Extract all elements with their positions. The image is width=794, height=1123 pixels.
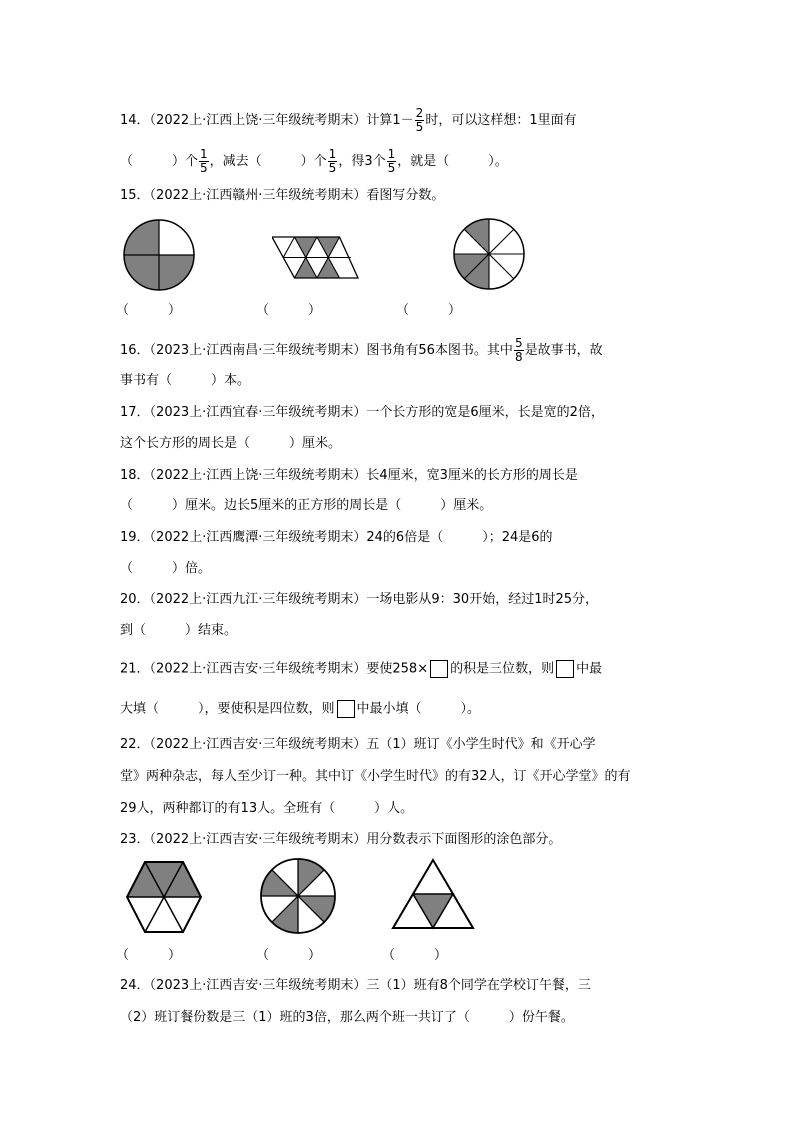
q14-fraction: $\frac{1}{5}$ [200,147,208,175]
q16-text-a: 16．（2023上·江西南昌·三年级统考期末）图书角有56本图书。其中 [120,343,513,358]
q22-line2: 堂》两种杂志，每人至少订一种。其中订《小学生时代》的有32人，订《开心学堂》的有 [120,769,631,784]
q21-text-c: 中最 [576,661,603,677]
q23-answer-blank-3[interactable]: （ ） [382,948,448,963]
q21-blank-box [430,660,448,678]
q15-shaded-triangle [295,258,318,279]
q14-line2 [120,148,508,175]
q15-circle-shaded-sector [464,219,489,254]
q23-question: 23．（2022上·江西吉安·三年级统考期末）用分数表示下面图形的涂色部分。 [120,832,562,847]
q19-line1: 19．（2022上·江西鹰潭·三年级统考期末）24的6倍是（ ）；24是6的 [120,530,553,545]
q14-text-a: 14．（2022上·江西上饶·三年级统考期末）计算1－ [120,113,414,128]
q15-shaded-triangle [317,258,340,279]
q21-blank-box [337,700,355,718]
q21-line2 [120,700,480,719]
q21-text-a: 21．（2022上·江西吉安·三年级统考期末）要使258× [120,661,429,677]
q15-answer-blank-1[interactable]: （ ） [116,303,182,318]
q23-hexagon-figure [125,857,203,937]
q22-line3: 29人，两种都订的有13人。全班有（ ）人。 [120,801,414,816]
q14-text-d: ，减去（ ）个 [209,154,327,169]
q14-fraction: $\frac{1}{5}$ [328,147,337,175]
q23-circle-shaded-sector [272,896,298,933]
q21-text-d: 大填（ ），要使积是四位数，则 [120,701,335,717]
q16-text-b: 是故事书，故 [524,343,603,358]
q15-parallelogram-triangles-figure [272,234,360,284]
q23-circle-shaded-sector [298,896,335,922]
q14-fraction: $\frac{2}{5}$ [415,106,424,134]
q16-fraction: $\frac{5}{8}$ [514,336,523,364]
q23-circle-shaded-sector [298,859,324,896]
q23-circle-eighths-figure [259,857,337,935]
q23-shaded-triangle [413,894,453,928]
q14-text-e: ，得3个 [338,154,386,169]
q15-question: 15．（2022上·江西赣州·三年级统考期末）看图写分数。 [120,188,445,203]
q14-text-f: ，就是（ ）。 [397,154,508,169]
q23-answer-blank-2[interactable]: （ ） [256,948,322,963]
q21-line1 [120,660,602,679]
q16-line2: 事书有（ ）本。 [120,373,251,388]
q15-shaded-triangle [317,237,340,258]
q18-line2: （ ）厘米。边长5厘米的正方形的周长是（ ）厘米。 [120,498,493,513]
q17-line2: 这个长方形的周长是（ ）厘米。 [120,436,342,451]
q23-circle-shaded-sector [261,870,298,896]
q23-triangle-figure [390,857,476,931]
q21-text-e: 中最小填（ ）。 [356,701,481,717]
q14-line1 [120,107,577,134]
q19-line2: （ ）倍。 [120,561,212,576]
q18-line1: 18．（2022上·江西上饶·三年级统考期末）长4厘米，宽3厘米的长方形的周长是 [120,468,578,483]
q14-fraction: $\frac{1}{5}$ [387,147,396,175]
q20-line2: 到（ ）结束。 [120,623,238,638]
q20-line1: 20．（2022上·江西九江·三年级统考期末）一场电影从9：30开始，经过1时25分， [120,592,599,607]
q14-text-b: 时，可以这样想：1里面有 [425,113,577,128]
q21-text-b: 的积是三位数，则 [450,661,555,677]
q24-line1: 24．（2023上·江西吉安·三年级统考期末）三（1）班有8个同学在学校订午餐，三 [120,978,591,993]
q15-answer-blank-3[interactable]: （ ） [396,303,462,318]
q24-line2: （2）班订餐份数是三（1）班的3倍，那么两个班一共订了（ ）份午餐。 [120,1010,574,1025]
q15-answer-blank-2[interactable]: （ ） [256,303,322,318]
q15-circle-eighths-figure [453,218,525,290]
q16-line1 [120,337,603,364]
q22-line1: 22．（2022上·江西吉安·三年级统考期末）五（1）班订《小学生时代》和《开心学 [120,737,596,752]
q14-text-c: （ ）个 [120,154,199,169]
q15-circle-quarters-figure [122,218,196,292]
q15-shaded-triangle [295,237,318,258]
q17-line1: 17．（2023上·江西宜春·三年级统考期末）一个长方形的宽是6厘米，长是宽的2倍， [120,405,604,420]
q21-blank-box [556,660,574,678]
q23-answer-blank-1[interactable]: （ ） [116,948,182,963]
